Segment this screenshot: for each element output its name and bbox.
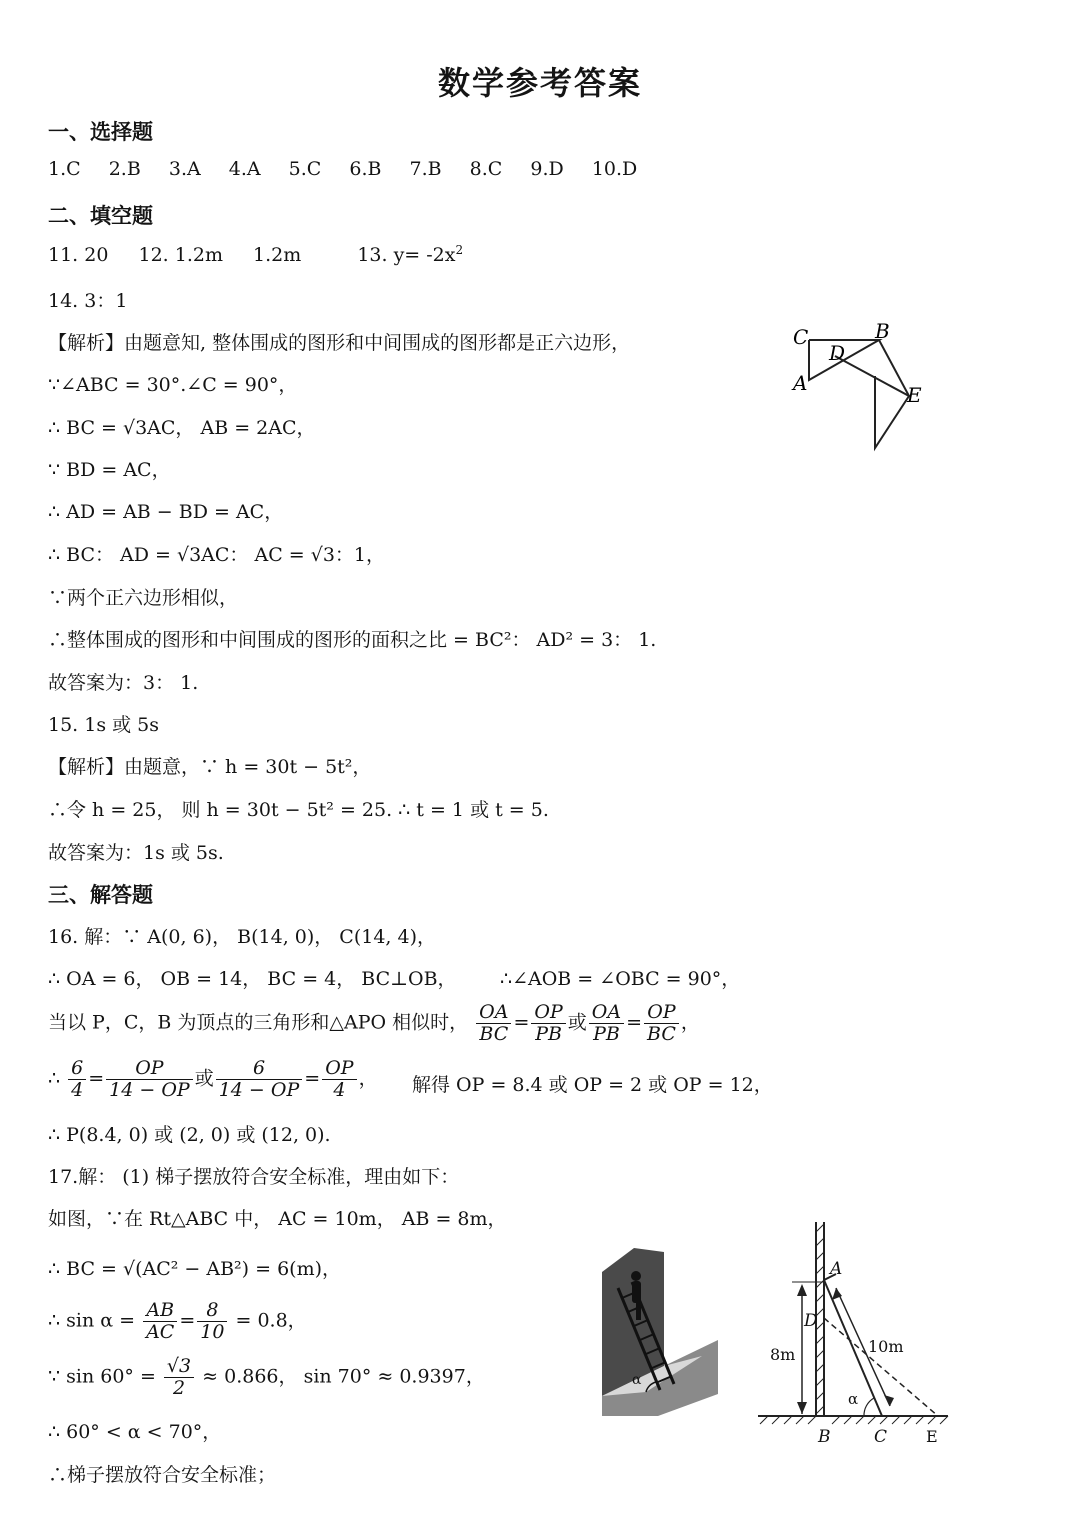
label-b: B — [818, 1427, 831, 1447]
label-d: D — [804, 1311, 818, 1331]
section-fill: 二、填空题 — [48, 204, 153, 228]
frac-6-14op — [216, 1058, 303, 1101]
frac-den: BC — [479, 1022, 509, 1045]
frac-num: OP — [531, 1002, 565, 1024]
sin-alpha: ∴ sin α = — [48, 1309, 136, 1332]
eq-sign: = — [626, 1011, 643, 1034]
length-label: 10m — [868, 1337, 904, 1356]
choice-3: 3.A — [168, 158, 201, 180]
answer-12: 12. 1.2m — [138, 244, 223, 267]
frac-num: OP — [644, 1002, 679, 1024]
label-a: A — [830, 1259, 843, 1279]
q17-line-5 — [48, 1356, 485, 1399]
frac-num: OA — [476, 1002, 511, 1024]
frac-oa-pb — [589, 1002, 624, 1045]
q16-line-3 — [48, 1002, 700, 1045]
q14-line-2: ∵∠ABC = 30°.∠C = 90°， — [48, 374, 298, 396]
answer-14: 14. 3：1 — [48, 290, 128, 312]
sin-approx: ≈ 0.866， sin 70° ≈ 0.9397， — [202, 1365, 485, 1388]
choice-6: 6.B — [349, 158, 382, 180]
q16-line-2: ∴ OA = 6， OB = 14， BC = 4， BC⊥OB， — [48, 968, 457, 990]
q14-line-7: ∵两个正六边形相似， — [48, 587, 239, 609]
frac-num: OP — [106, 1058, 193, 1080]
q15-line-3: 故答案为：1s 或 5s. — [48, 842, 224, 864]
comma: ， — [358, 1067, 378, 1090]
or-text: 或 — [567, 1011, 587, 1034]
q16-line-2b: ∴∠AOB = ∠OBC = 90°， — [500, 968, 741, 990]
frac-8-10 — [197, 1300, 227, 1343]
section-choice: 一、选择题 — [48, 120, 153, 144]
choice-4: 4.A — [228, 158, 261, 180]
answer-12b: 1.2m — [253, 244, 302, 267]
q17-line-2: 如图，∵在 Rt△ABC 中， AC = 10m， AB = 8m， — [48, 1208, 507, 1230]
page-title: 数学参考答案 — [437, 64, 642, 102]
ground-hatch — [758, 1416, 948, 1424]
frac-oa-bc — [476, 1002, 511, 1045]
q16-l3-text: 当以 P，C，B 为顶点的三角形和△APO 相似时， — [48, 1011, 469, 1034]
answer-13-exp: 2 — [455, 243, 464, 257]
choice-8: 8.C — [469, 158, 503, 180]
alpha-label: α — [632, 1372, 642, 1388]
height-label: 8m — [770, 1345, 796, 1364]
frac-den: PB — [593, 1022, 620, 1045]
frac-num: √3 — [164, 1356, 194, 1378]
frac-num: 8 — [197, 1300, 227, 1322]
arrow-head — [797, 1284, 807, 1296]
q16-line-5: ∴ P(8.4, 0) 或 (2, 0) 或 (12, 0). — [48, 1124, 331, 1146]
frac-den: 14 − OP — [218, 1078, 300, 1101]
q16-line-1: 16. 解：∵ A(0, 6)， B(14, 0)， C(14, 4)， — [48, 926, 437, 948]
sin-value: = 0.8， — [235, 1309, 307, 1332]
q14-line-8: ∴整体围成的图形和中间围成的图形的面积之比 = BC²： AD² = 3： 1. — [48, 629, 657, 651]
sin-60: ∵ sin 60° = — [48, 1365, 156, 1388]
q17-line-6: ∴ 60° < α < 70°， — [48, 1421, 222, 1443]
or-text: 或 — [194, 1067, 214, 1090]
frac-op-4 — [322, 1058, 356, 1101]
q16-line-4 — [48, 1058, 378, 1101]
choice-1: 1.C — [48, 158, 81, 180]
frac-r3-2 — [164, 1356, 194, 1399]
q14-line-6: ∴ BC： AD = √3AC： AC = √3：1， — [48, 544, 386, 566]
choice-10: 10.D — [591, 158, 638, 180]
eq-sign: = — [304, 1067, 321, 1090]
q17-line-4 — [48, 1300, 307, 1343]
frac-den: AC — [146, 1320, 175, 1343]
label-e: E — [926, 1427, 938, 1446]
choice-5: 5.C — [288, 158, 322, 180]
frac-den: 10 — [200, 1320, 225, 1343]
choice-answers — [48, 158, 659, 180]
frac-num: 6 — [216, 1058, 303, 1080]
label-d: D — [829, 341, 846, 365]
q16-line-4b: 解得 OP = 8.4 或 OP = 2 或 OP = 12， — [412, 1074, 773, 1096]
therefore: ∴ — [48, 1067, 61, 1090]
frac-den: BC — [647, 1022, 676, 1045]
q14-line-5: ∴ AD = AB − BD = AC， — [48, 501, 284, 523]
frac-num: AB — [143, 1300, 177, 1322]
choice-2: 2.B — [108, 158, 141, 180]
frac-num: 6 — [68, 1058, 86, 1080]
q14-line-1: 【解析】由题意知, 整体围成的图形和中间围成的图形都是正六边形， — [48, 332, 631, 354]
frac-den: 14 − OP — [109, 1078, 190, 1101]
eq-sign: = — [513, 1011, 530, 1034]
answer-11: 11. 20 — [48, 244, 109, 267]
eq-sign: = — [179, 1309, 196, 1332]
answer-13-text: 13. y= -2x — [357, 244, 456, 267]
choice-7: 7.B — [409, 158, 442, 180]
q15-line-1: 【解析】由题意，∵ h = 30t − 5t²， — [48, 756, 372, 778]
frac-den: 4 — [71, 1078, 84, 1101]
q14-line-3: ∴ BC = √3AC， AB = 2AC， — [48, 417, 316, 439]
arrow-head — [797, 1402, 807, 1414]
triangle-bde — [835, 356, 909, 448]
frac-6-4 — [68, 1058, 86, 1101]
alpha-arc — [864, 1398, 874, 1416]
eq-sign: = — [88, 1067, 105, 1090]
label-b: B — [875, 319, 890, 343]
q15-line-2: ∴令 h = 25， 则 h = 30t − 5t² = 25. ∴ t = 1 或 t = 5. — [48, 799, 549, 821]
frac-op-bc — [644, 1002, 679, 1045]
label-a: A — [793, 371, 808, 395]
frac-op-pb — [531, 1002, 565, 1045]
frac-op-14op — [106, 1058, 193, 1101]
section-solution: 三、解答题 — [48, 883, 153, 907]
ladder-diagram — [752, 1218, 952, 1448]
frac-ab-ac — [143, 1300, 177, 1343]
frac-den: PB — [535, 1022, 562, 1045]
frac-den: 2 — [172, 1376, 186, 1399]
label-c: C — [793, 325, 809, 349]
alpha-label: α — [848, 1390, 859, 1408]
dashed-line — [824, 1318, 938, 1416]
ladder-illustration — [598, 1244, 724, 1420]
comma: ， — [680, 1011, 700, 1034]
answer-15: 15. 1s 或 5s — [48, 714, 160, 736]
answer-13 — [357, 243, 463, 266]
fill-answers — [48, 243, 487, 266]
frac-den: 4 — [333, 1078, 346, 1101]
choice-9: 9.D — [530, 158, 564, 180]
q17-line-3: ∴ BC = √(AC² − AB²) = 6(m)， — [48, 1258, 342, 1280]
frac-num: OP — [322, 1058, 356, 1080]
triangle-figure — [785, 318, 935, 458]
q14-line-9: 故答案为：3： 1. — [48, 672, 199, 694]
q17-line-7: ∴梯子摆放符合安全标准； — [48, 1464, 277, 1486]
label-c: C — [874, 1427, 888, 1447]
q17-line-1: 17.解： (1) 梯子摆放符合安全标准，理由如下： — [48, 1166, 460, 1188]
q14-line-4: ∵ BD = AC， — [48, 459, 171, 481]
label-e: E — [907, 383, 922, 407]
frac-num: OA — [589, 1002, 624, 1024]
